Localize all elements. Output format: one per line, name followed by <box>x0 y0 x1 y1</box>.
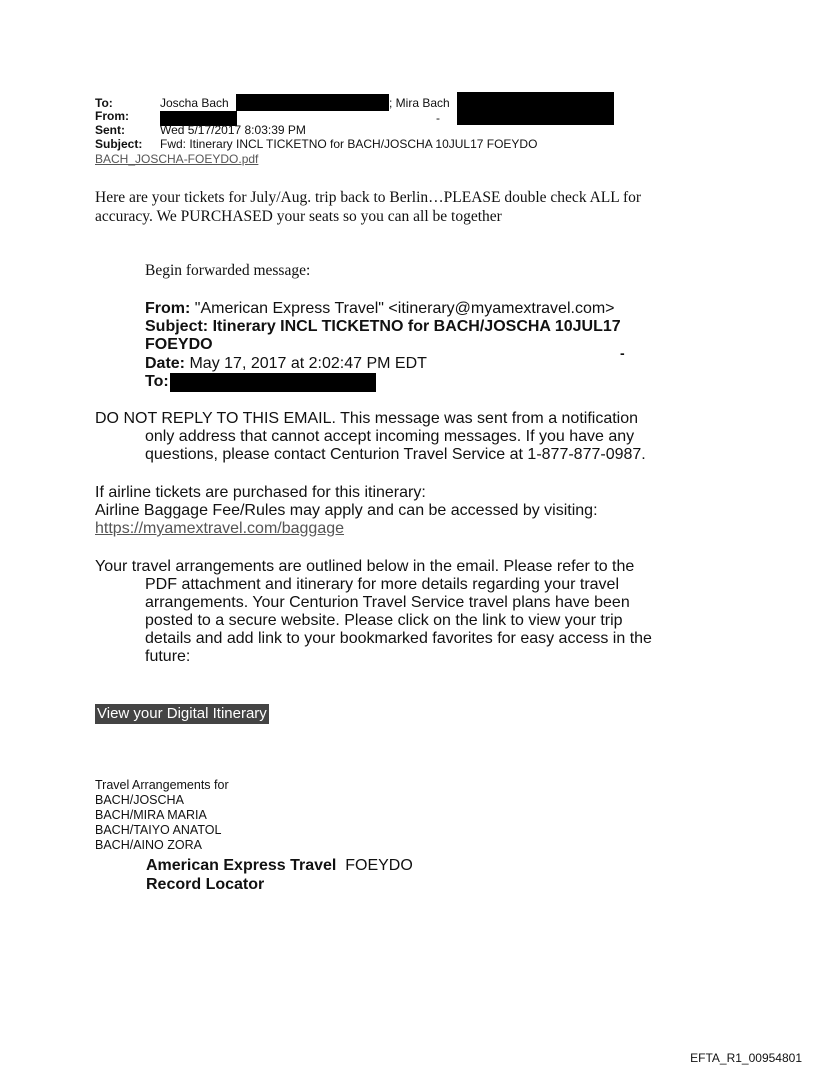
fwd-subject-line <box>145 318 621 336</box>
fwd-date-value: May 17, 2017 at 2:02:47 PM EDT <box>189 355 427 372</box>
travel-arrangements <box>95 778 229 853</box>
fwd-date-line <box>145 355 427 373</box>
document-id: EFTA_R1_00954801 <box>690 1051 802 1065</box>
view-digital-itinerary-link[interactable]: View your Digital Itinerary <box>97 705 267 722</box>
baggage-notice <box>95 484 675 538</box>
noreply-notice <box>95 410 675 464</box>
to-value-1: Joscha Bach <box>160 96 229 110</box>
noreply-line-2: only address that cannot accept incoming messages. If you have any <box>145 428 635 445</box>
fwd-subject-line2: FOEYDO <box>145 336 213 353</box>
fwd-subject-value: Itinerary INCL TICKETNO for BACH/JOSCHA 10JUL17 <box>212 318 621 335</box>
noreply-line-1: DO NOT REPLY TO THIS EMAIL. This message was sent from a notification <box>95 410 639 427</box>
from-dash: - <box>436 111 440 125</box>
subject-label: Subject: <box>95 137 143 151</box>
record-code: FOEYDO <box>345 857 413 874</box>
record-label-2: Record Locator <box>146 876 265 893</box>
arrangements-paragraph <box>95 558 675 666</box>
baggage-line-1: If airline tickets are purchased for this itinerary: <box>95 484 426 501</box>
arrangements-line-2: PDF attachment and itinerary for more details regarding your travel <box>145 576 619 593</box>
from-label: From: <box>95 109 129 123</box>
arrangements-line-1: Your travel arrangements are outlined below in the email. Please refer to the <box>95 558 635 575</box>
noreply-line-3: questions, please contact Centurion Travel Service at 1-877-877-0987. <box>145 446 646 463</box>
traveler-name: BACH/JOSCHA <box>95 793 184 807</box>
fwd-date-label: Date: <box>145 355 186 372</box>
fwd-from-line <box>145 300 615 318</box>
fwd-from-label: From: <box>145 300 191 317</box>
baggage-line-2: Airline Baggage Fee/Rules may apply and can be accessed by visiting: <box>95 502 598 519</box>
fwd-to-label: To: <box>145 373 169 390</box>
arrangements-line-5: details and add link to your bookmarked favorites for easy access in the <box>145 630 652 647</box>
fwd-subject-label: Subject: <box>145 318 209 335</box>
redaction-bar <box>457 92 614 125</box>
fwd-from-value: "American Express Travel" <itinerary@myamextravel.com> <box>194 300 615 317</box>
forwarded-label: Begin forwarded message: <box>145 262 311 279</box>
baggage-link[interactable]: https://myamextravel.com/baggage <box>95 520 345 537</box>
arrangements-line-4: posted to a secure website. Please click on the link to view your trip <box>145 612 623 629</box>
record-locator <box>146 856 413 894</box>
traveler-name: BACH/TAIYO ANATOL <box>95 823 222 837</box>
sent-label: Sent: <box>95 123 125 137</box>
traveler-name: BACH/AINO ZORA <box>95 838 202 852</box>
travel-heading: Travel Arrangements for <box>95 778 229 792</box>
subject-value: Fwd: Itinerary INCL TICKETNO for BACH/JOSCHA 10JUL17 FOEYDO <box>160 137 538 151</box>
to-label: To: <box>95 96 113 110</box>
record-label-1: American Express Travel <box>146 857 337 874</box>
fwd-date-dash: - <box>620 345 625 361</box>
attachment-link[interactable]: BACH_JOSCHA-FOEYDO.pdf <box>95 152 259 166</box>
arrangements-line-3: arrangements. Your Centurion Travel Service travel plans have been <box>145 594 630 611</box>
sent-value: Wed 5/17/2017 8:03:39 PM <box>160 123 306 137</box>
arrangements-line-6: future: <box>145 648 191 665</box>
to-value-2: ; Mira Bach <box>389 96 450 110</box>
traveler-name: BACH/MIRA MARIA <box>95 808 207 822</box>
redaction-bar <box>170 373 376 392</box>
redaction-bar <box>236 94 389 111</box>
intro-message: Here are your tickets for July/Aug. trip back to Berlin…PLEASE double check ALL for accuracy. We PURCHASED your seats so you can all be together <box>95 189 642 225</box>
